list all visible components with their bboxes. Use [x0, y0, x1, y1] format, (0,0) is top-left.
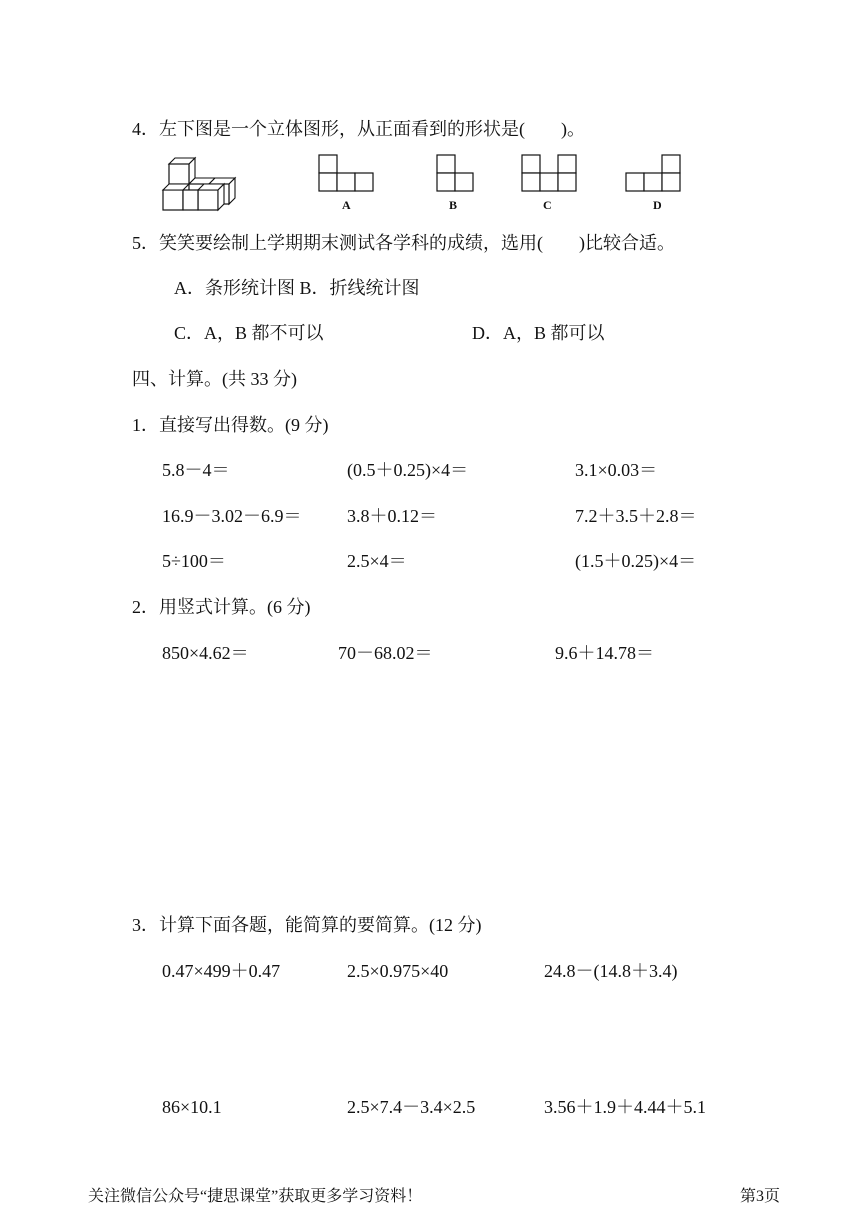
option-a-label: A [342, 198, 351, 212]
s1-item: 3.1×0.03＝ [575, 460, 658, 480]
page-number: 第3页 [740, 1188, 781, 1205]
s3-title: 3．计算下面各题，能简算的要简算。(12 分) [132, 915, 482, 935]
s3-item: 24.8－(14.8＋3.4) [544, 961, 678, 981]
s2-item: 850×4.62＝ [162, 643, 249, 663]
cube-solid-figure [160, 156, 240, 216]
s1-item: 3.8＋0.12＝ [347, 506, 437, 526]
option-b-view-figure [436, 154, 476, 194]
s1-item: 2.5×4＝ [347, 551, 407, 571]
s1-item: 5.8－4＝ [162, 460, 230, 480]
s1-item: 7.2＋3.5＋2.8＝ [575, 506, 697, 526]
s3-item: 0.47×499＋0.47 [162, 961, 281, 981]
option-b-label: B [449, 198, 458, 212]
option-c-label: C [543, 198, 552, 212]
s1-item: 16.9－3.02－6.9＝ [162, 506, 302, 526]
s3-item: 2.5×7.4－3.4×2.5 [347, 1097, 476, 1117]
option-d-label: D [653, 198, 662, 212]
option-a-view-figure [318, 154, 374, 194]
q5-option-c: C．A，B 都不可以 [174, 323, 324, 343]
s3-item: 2.5×0.975×40 [347, 961, 449, 981]
section-4-title: 四、计算。(共 33 分) [132, 369, 297, 389]
s2-item: 9.6＋14.78＝ [555, 643, 654, 663]
option-c-view-figure [521, 154, 579, 194]
s2-title: 2．用竖式计算。(6 分) [132, 597, 311, 617]
q4-text: 4．左下图是一个立体图形，从正面看到的形状是( )。 [132, 119, 585, 139]
s1-item: (0.5＋0.25)×4＝ [347, 460, 469, 480]
q5-option-d: D．A，B 都可以 [472, 323, 605, 343]
s3-item: 86×10.1 [162, 1097, 222, 1117]
s1-item: 5÷100＝ [162, 551, 226, 571]
q5-option-ab: A．条形统计图 B．折线统计图 [174, 278, 420, 298]
option-d-view-figure [625, 154, 683, 194]
s1-item: (1.5＋0.25)×4＝ [575, 551, 697, 571]
s2-item: 70－68.02＝ [338, 643, 433, 663]
q5-text: 5．笑笑要绘制上学期期末测试各学科的成绩，选用( )比较合适。 [132, 233, 675, 253]
s1-title: 1．直接写出得数。(9 分) [132, 415, 329, 435]
s3-item: 3.56＋1.9＋4.44＋5.1 [544, 1097, 706, 1117]
footer-promo-text: 关注微信公众号“捷思课堂”获取更多学习资料！ [88, 1188, 423, 1205]
